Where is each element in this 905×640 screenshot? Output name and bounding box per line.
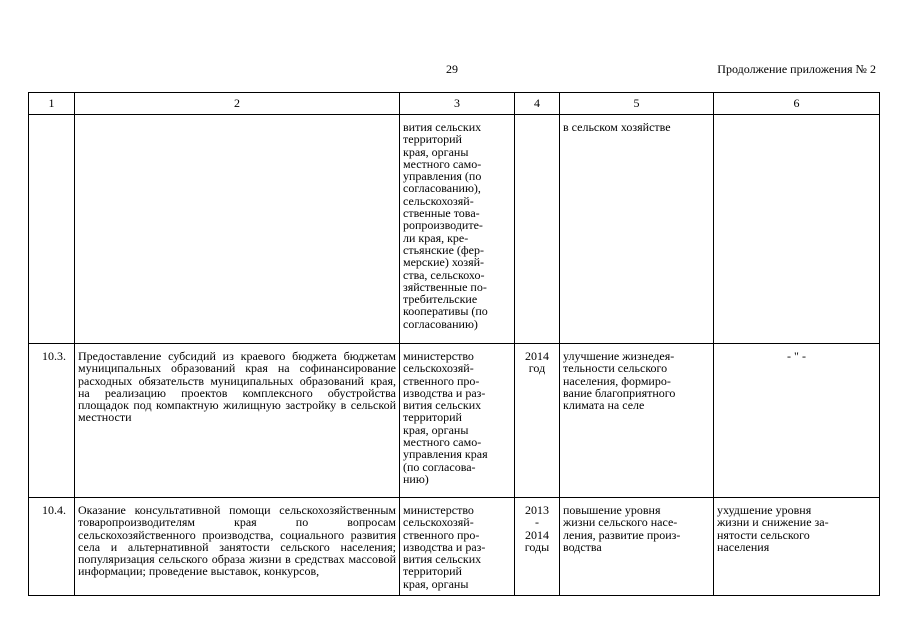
table-row	[29, 344, 880, 498]
continuation-note: Продолжение приложения № 2	[717, 62, 876, 76]
row-period	[515, 115, 560, 344]
column-number: 3	[400, 93, 515, 115]
row-result: улучшение жизнедея- тельности сельского населения, формиро- вание благоприятного климата на селе	[560, 344, 714, 498]
column-number: 4	[515, 93, 560, 115]
program-table	[28, 92, 880, 596]
row-number	[29, 115, 75, 344]
row-description: Оказание консультативной помощи сельскохозяйственным товаропроизводителям края по вопросам сельскохозяйственного производства, социального развития села и альтернативной занятости сельского населения; популяризация сельского образа жизни в средствах массовой информации; проведение выставок, конкурсов,	[75, 498, 400, 596]
row-executors: министерство сельскохозяй- ственного про- изводства и раз- вития сельских территорий края, органы местного само- управления края (по согласова- нию)	[400, 344, 515, 498]
column-number-row	[29, 93, 880, 115]
table-row	[29, 498, 880, 596]
row-number: 10.3.	[29, 344, 75, 498]
row-description	[75, 115, 400, 344]
column-number: 5	[560, 93, 714, 115]
column-number: 6	[714, 93, 880, 115]
table-row	[29, 115, 880, 344]
column-number: 2	[75, 93, 400, 115]
row-consequence	[714, 115, 880, 344]
column-number: 1	[29, 93, 75, 115]
row-number: 10.4.	[29, 498, 75, 596]
row-consequence: - " -	[714, 344, 880, 498]
row-executors: вития сельских территорий края, органы местного само- управления (по согласованию), сельскохозяй- ственные това- ропроизводите- ли края, кре- стьянские (фер- мерские) хозяй- ства, сельскохо- зяйственные по- требительские кооперативы (по согласованию)	[400, 115, 515, 344]
row-executors: министерство сельскохозяй- ственного про- изводства и раз- вития сельских территорий края, органы	[400, 498, 515, 596]
row-period: 2013 - 2014 годы	[515, 498, 560, 596]
page-number: 29	[446, 62, 458, 76]
row-result: повышение уровня жизни сельского насе- ления, развитие произ- водства	[560, 498, 714, 596]
row-description: Предоставление субсидий из краевого бюджета бюджетам муниципальных образований края на софинансирование расходных обязательств муниципальных образований края, на реализацию проектов комплексного обустройства площадок под компактную жилищную застройку в сельской местности	[75, 344, 400, 498]
row-consequence: ухудшение уровня жизни и снижение за- нятости сельского населения	[714, 498, 880, 596]
row-period: 2014 год	[515, 344, 560, 498]
row-result: в сельском хозяйстве	[560, 115, 714, 344]
